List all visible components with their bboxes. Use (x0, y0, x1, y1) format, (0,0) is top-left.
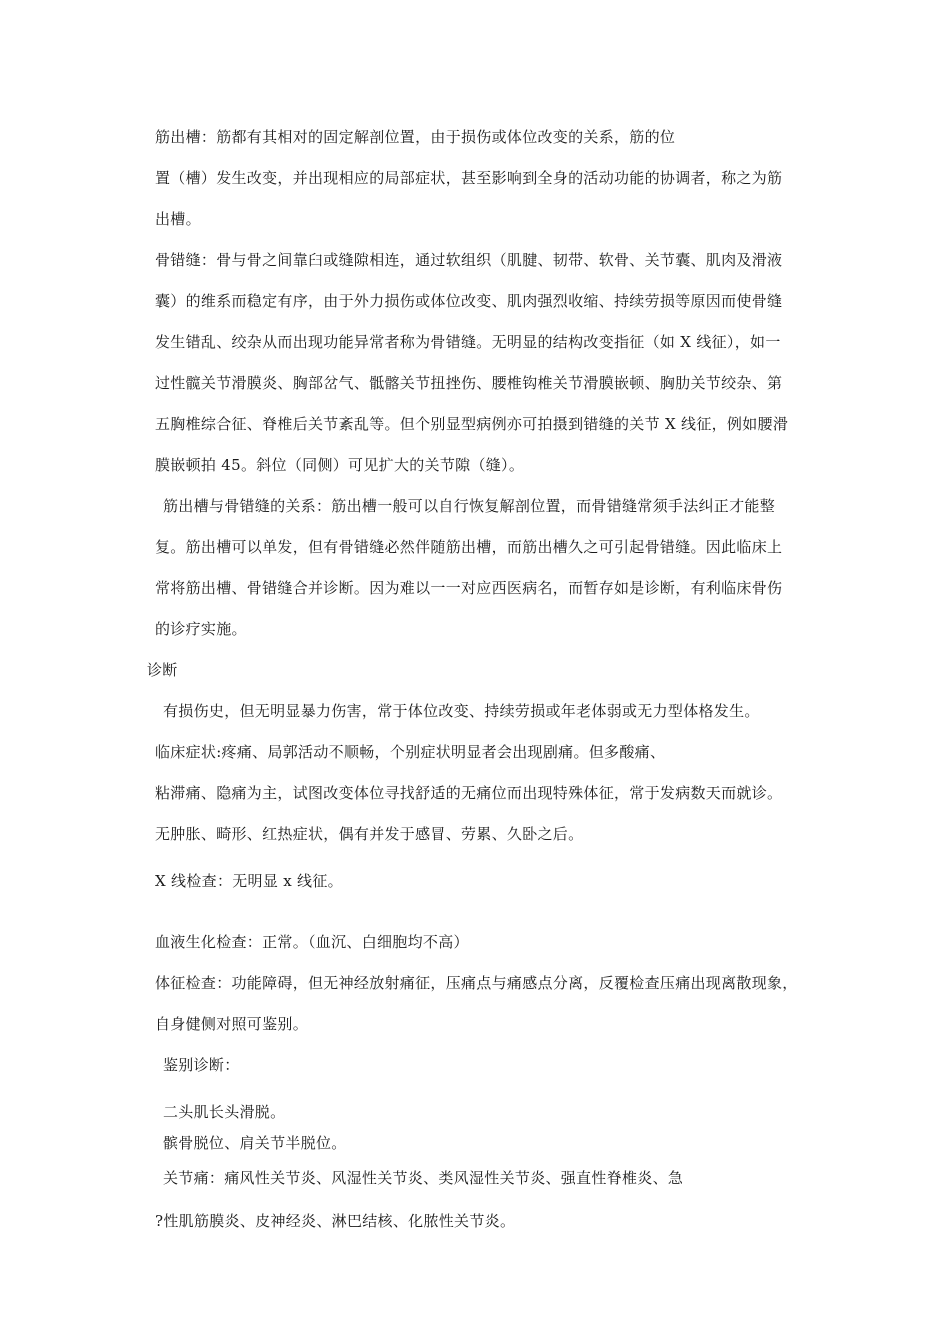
paragraph-line: 膜嵌顿拍 45。斜位（同侧）可见扩大的关节隙（缝）。 (155, 456, 525, 474)
paragraph-line: 血液生化检查：正常。（血沉、白细胞均不高） (155, 933, 469, 951)
paragraph-line: 体征检查：功能障碍，但无神经放射痛征，压痛点与痛感点分离，反覆检查压痛出现离散现象， (155, 974, 798, 992)
paragraph-line: 自身健侧对照可鉴别。 (155, 1015, 309, 1033)
paragraph-line: 的诊疗实施。 (155, 620, 247, 638)
paragraph-line: 临床症状:疼痛、局郭活动不顺畅，个别症状明显者会出现剧痛。但多酸痛、 (155, 743, 666, 761)
paragraph-line: 五胸椎综合征、脊椎后关节紊乱等。但个别显型病例亦可拍摄到错缝的关节 X 线征，例如腰滑 (155, 415, 789, 433)
paragraph-line: 无肿胀、畸形、红热症状，偶有并发于感冒、劳累、久卧之后。 (155, 825, 584, 843)
paragraph-line: 过性髋关节滑膜炎、胸部岔气、骶髂关节扭挫伤、腰椎钩椎关节滑膜嵌顿、胸肋关节绞杂、第 (155, 374, 783, 392)
paragraph-line: 囊）的维系而稳定有序，由于外力损伤或体位改变、肌肉强烈收缩、持续劳损等原因而使骨缝 (155, 292, 783, 310)
paragraph-line: 有损伤史，但无明显暴力伤害，常于体位改变、持续劳损或年老体弱或无力型体格发生。 (163, 702, 760, 720)
paragraph-line: 骨错缝：骨与骨之间靠臼或缝隙相连，通过软组织（肌腱、韧带、软骨、关节囊、肌肉及滑液 (155, 251, 783, 269)
paragraph-line: 出槽。 (155, 210, 201, 228)
section-heading: 诊断 (147, 661, 178, 679)
list-item: 关节痛：痛风性关节炎、风湿性关节炎、类风湿性关节炎、强直性脊椎炎、急 (163, 1169, 684, 1187)
paragraph-line: 发生错乱、绞杂从而出现功能异常者称为骨错缝。无明显的结构改变指征（如 X 线征），如一 (155, 333, 781, 351)
paragraph-line: X 线检查：无明显 x 线征。 (155, 872, 343, 890)
list-item: 二头肌长头滑脱。 (163, 1103, 286, 1121)
paragraph-line: 筋出槽与骨错缝的关系：筋出槽一般可以自行恢复解剖位置，而骨错缝常须手法纠正才能整 (163, 497, 776, 515)
paragraph-line: 复。筋出槽可以单发，但有骨错缝必然伴随筋出槽，而筋出槽久之可引起骨错缝。因此临床上 (155, 538, 783, 556)
paragraph-line: 常将筋出槽、骨错缝合并诊断。因为难以一一对应西医病名，而暂存如是诊断，有利临床骨伤 (155, 579, 783, 597)
paragraph-line: 置（槽）发生改变，并出现相应的局部症状，甚至影响到全身的活动功能的协调者，称之为筋 (155, 169, 783, 187)
list-item: ?性肌筋膜炎、皮神经炎、淋巴结核、化脓性关节炎。 (155, 1212, 516, 1230)
paragraph-line: 鉴别诊断： (163, 1056, 240, 1074)
list-item: 髌骨脱位、肩关节半脱位。 (163, 1134, 347, 1152)
paragraph-line: 筋出槽：筋都有其相对的固定解剖位置，由于损伤或体位改变的关系，筋的位 (155, 128, 676, 146)
paragraph-line: 粘滞痛、隐痛为主，试图改变体位寻找舒适的无痛位而出现特殊体征，常于发病数天而就诊。 (155, 784, 783, 802)
